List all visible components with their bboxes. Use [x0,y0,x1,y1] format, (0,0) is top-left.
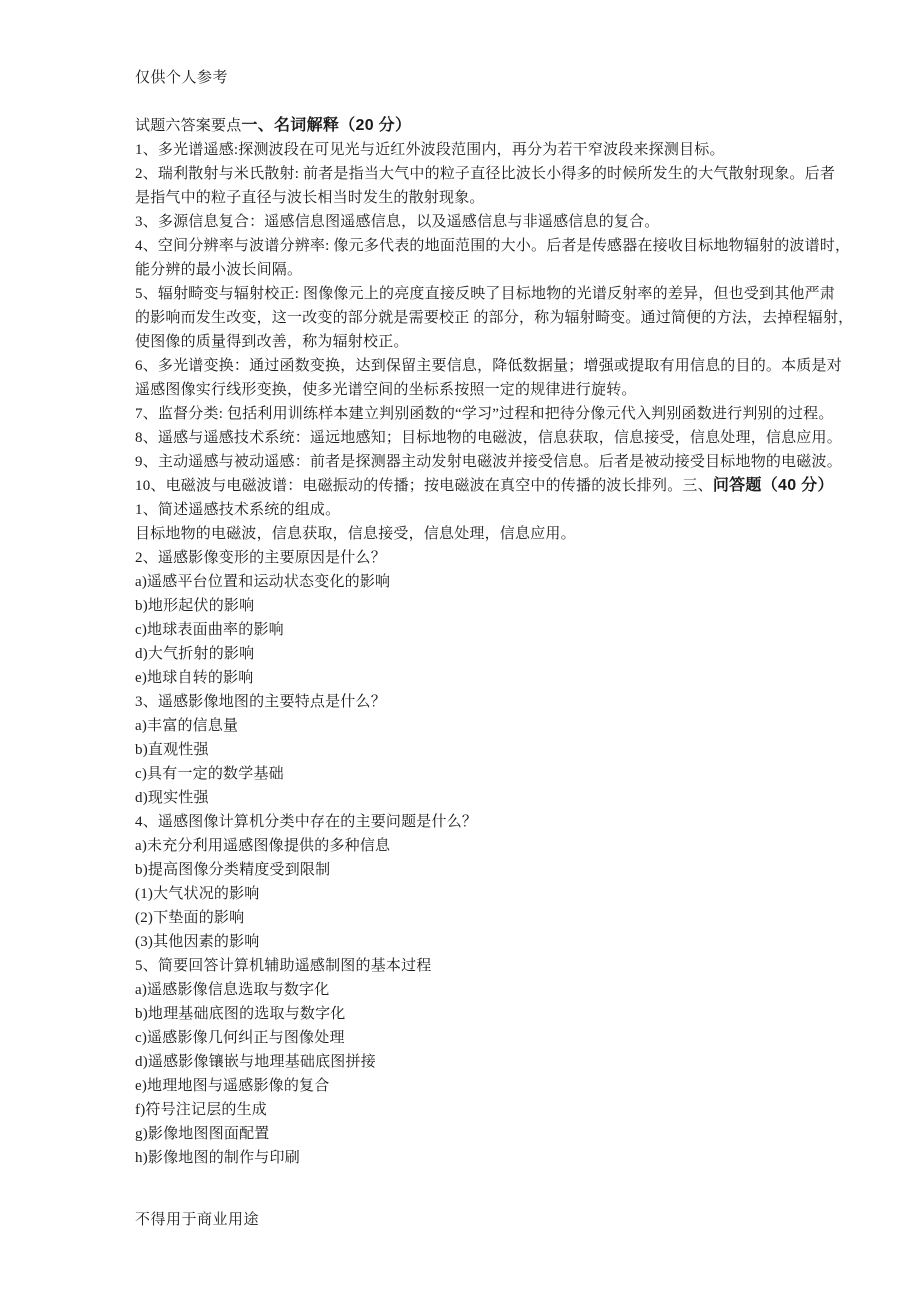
text-line [135,882,860,906]
body-text: 7、监督分类: 包括利用训练样本建立判别函数的“学习”过程和把待分像元代入判别函数进行判别的过程。 [135,406,834,422]
body-text: h)影像地图的制作与印刷 [135,1150,300,1166]
text-line [135,354,860,378]
text-line [135,450,860,474]
body-text: 4、空间分辨率与波谱分辨率: 像元多代表的地面范围的大小。后者是传感器在接收目标地物辐射的波谱时， [135,238,851,254]
text-line [135,474,860,498]
text-line [135,522,860,546]
body-text: c)具有一定的数学基础 [135,766,284,782]
body-text: 9、主动遥感与被动遥感：前者是探测器主动发射电磁波并接受信息。后者是被动接受目标地物的电磁波。 [135,454,842,470]
body-text: c)遥感影像几何纠正与图像处理 [135,1030,345,1046]
body-text: 遥感图像实行线形变换，使多光谱空间的坐标系按照一定的规律进行旋转。 [135,382,637,398]
text-line [135,546,860,570]
body-text: 8、遥感与遥感技术系统：遥远地感知；目标地物的电磁波，信息获取，信息接受，信息处理，信息应用。 [135,430,842,446]
text-line [135,498,860,522]
body-text: 1、多光谱遥感:探测波段在可见光与近红外波段范围内，再分为若干窄波段来探测目标。 [135,142,725,158]
body-text: b)提高图像分类精度受到限制 [135,862,331,878]
body-text: b)地理基础底图的选取与数字化 [135,1006,346,1022]
text-line [135,810,860,834]
body-text: (2)下垫面的影响 [135,910,245,926]
text-line [135,378,860,402]
body-text: a)遥感平台位置和运动状态变化的影响 [135,574,391,590]
text-line [135,666,860,690]
text-line [135,906,860,930]
text-line [135,1098,860,1122]
notice-no-commercial-use: 不得用于商业用途 [135,1212,260,1228]
body-text: 4、遥感图像计算机分类中存在的主要问题是什么？ [135,814,478,830]
body-text: b)地形起伏的影响 [135,598,255,614]
body-text: a)遥感影像信息选取与数字化 [135,982,330,998]
text-line [135,714,860,738]
body-text: 2、遥感影像变形的主要原因是什么？ [135,550,386,566]
text-line [135,642,860,666]
body-text: 2、瑞利散射与米氏散射: 前者是指当大气中的粒子直径比波长小得多的时候所发生的大气散射现象。后者 [135,166,836,182]
body-text: 6、多光谱变换：通过函数变换，达到保留主要信息，降低数据量；增强或提取有用信息的目的。本质是对 [135,358,842,374]
text-line [135,570,860,594]
text-line [135,1122,860,1146]
text-line [135,1050,860,1074]
body-text: d)现实性强 [135,790,209,806]
text-line [135,282,860,306]
body-text: a)丰富的信息量 [135,718,239,734]
text-line [135,762,860,786]
body-text: g)影像地图图面配置 [135,1126,270,1142]
body-text: c)地球表面曲率的影响 [135,622,284,638]
text-line [135,258,860,282]
body-text: a)未充分利用遥感图像提供的多种信息 [135,838,391,854]
text-line [135,858,860,882]
body-text: 目标地物的电磁波，信息获取，信息接受，信息处理，信息应用。 [135,526,576,542]
text-line [135,618,860,642]
text-line [135,306,860,330]
body-text: (3)其他因素的影响 [135,934,260,950]
text-line [135,210,860,234]
text-line [135,594,860,618]
body-text: 能分辨的最小波长间隔。 [135,262,303,278]
body-text: f)符号注记层的生成 [135,1102,267,1118]
text-line [135,1026,860,1050]
text-line [135,738,860,762]
text-line [135,114,860,138]
body-text: d)遥感影像镶嵌与地理基础底图拼接 [135,1054,376,1070]
text-line [135,138,860,162]
text-line [135,930,860,954]
body-text: e)地理地图与遥感影像的复合 [135,1078,330,1094]
body-text: d)大气折射的影响 [135,646,255,662]
text-line [135,1002,860,1026]
notice-personal-reference: 仅供个人参考 [135,70,229,86]
text-line [135,330,860,354]
text-line [135,186,860,210]
text-line [135,786,860,810]
text-line [135,426,860,450]
body-text: 1、简述遥感技术系统的组成。 [135,502,341,518]
body-text: 试题六答案要点 [135,118,242,134]
text-line [135,978,860,1002]
heading-text: 问答题（40 分） [712,477,834,494]
body-text: b)直观性强 [135,742,209,758]
text-line [135,954,860,978]
text-line [135,1074,860,1098]
body-text: 是指气中的粒子直径与波长相当时发生的散射现象。 [135,190,485,206]
text-line [135,234,860,258]
body-text: 5、辐射畸变与辐射校正: 图像像元上的亮度直接反映了目标地物的光谱反射率的差异，但也受到其他严肃 [135,286,836,302]
body-text: 3、遥感影像地图的主要特点是什么？ [135,694,386,710]
text-line [135,690,860,714]
body-text: e)地球自转的影响 [135,670,254,686]
heading-text: 一、名词解释（20 分） [241,117,412,134]
body-text: 10、电磁波与电磁波谱：电磁振动的传播；按电磁波在真空中的传播的波长排列。三、 [135,478,713,494]
body-text: 使图像的质量得到改善，称为辐射校正。 [135,334,409,350]
text-line [135,162,860,186]
document-lines [135,114,860,1170]
body-text: 3、多源信息复合：遥感信息图遥感信息，以及遥感信息与非遥感信息的复合。 [135,214,660,230]
body-text: 5、简要回答计算机辅助遥感制图的基本过程 [135,958,432,974]
body-text: (1)大气状况的影响 [135,886,260,902]
text-line [135,402,860,426]
text-line [135,834,860,858]
text-line [135,1146,860,1170]
body-text: 的影响而发生改变，这一改变的部分就是需要校正 的部分，称为辐射畸变。通过简便的方法，去掉程辐射， [135,310,854,326]
